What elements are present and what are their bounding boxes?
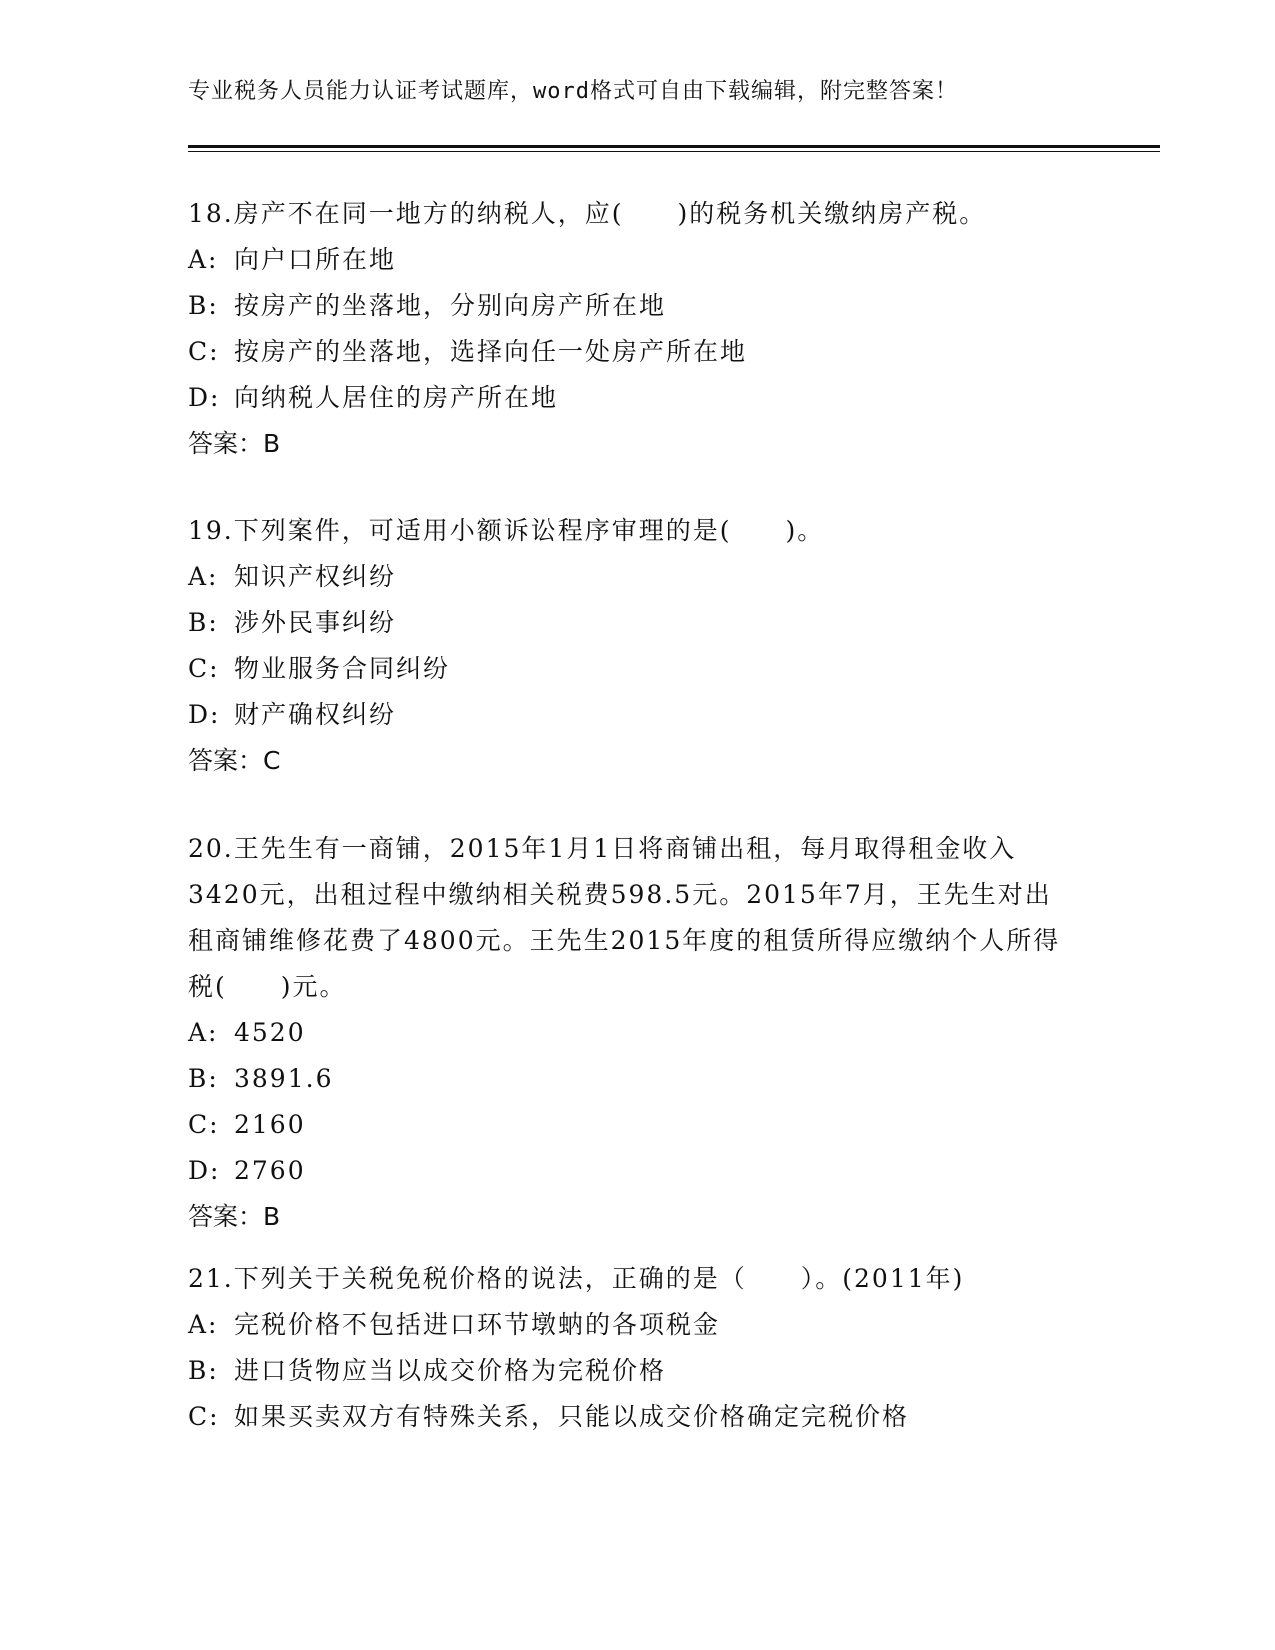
- option-a: [188, 1302, 1088, 1348]
- option-text: 物业服务合同纠纷: [234, 654, 451, 683]
- option-d: [188, 692, 1088, 738]
- question-18: [188, 191, 1088, 467]
- option-text: 如果买卖双方有特殊关系，只能以成交价格确定完税价格: [234, 1402, 910, 1431]
- option-letter: B:: [188, 1064, 219, 1093]
- option-d: [188, 1148, 1068, 1194]
- option-d: [188, 375, 1088, 421]
- option-letter: C:: [188, 654, 220, 683]
- option-c: [188, 646, 1088, 692]
- question-19: [188, 508, 1088, 784]
- option-letter: B:: [188, 1356, 219, 1385]
- option-a: [188, 237, 1088, 283]
- option-b: [188, 1056, 1068, 1102]
- answer-line: 答案：B: [188, 1202, 281, 1231]
- option-letter: D:: [188, 383, 221, 412]
- option-text: 按房产的坐落地，分别向房产所在地: [234, 291, 667, 320]
- option-letter: A:: [188, 1018, 219, 1047]
- option-text: 2160: [234, 1110, 306, 1139]
- option-letter: D:: [188, 700, 221, 729]
- answer-line: 答案：C: [188, 746, 281, 775]
- option-text: 知识产权纠纷: [234, 562, 397, 591]
- option-letter: D:: [188, 1156, 221, 1185]
- option-letter: A:: [188, 245, 219, 274]
- option-text: 4520: [234, 1018, 306, 1047]
- option-text: 2760: [234, 1156, 306, 1185]
- header-divider-thick: [188, 145, 1160, 148]
- option-letter: C:: [188, 1110, 220, 1139]
- option-c: [188, 329, 1088, 375]
- option-text: 涉外民事纠纷: [234, 608, 397, 637]
- option-text: 财产确权纠纷: [234, 700, 397, 729]
- option-c: [188, 1102, 1068, 1148]
- option-letter: C:: [188, 337, 220, 366]
- option-letter: A:: [188, 562, 219, 591]
- page-header: 专业税务人员能力认证考试题库，word格式可自由下载编辑，附完整答案！: [188, 79, 958, 104]
- option-text: 向纳税人居住的房产所在地: [234, 383, 559, 412]
- question-stem: 20.王先生有一商铺，2015年1月1日将商铺出租，每月取得租金收入3420元，出租过程中缴纳相关税费598.5元。2015年7月，王先生对出租商铺维修花费了4800元。王先生2015年度的租赁所得应缴纳个人所得税( )元。: [188, 834, 1061, 1001]
- option-letter: B:: [188, 608, 219, 637]
- option-letter: B:: [188, 291, 219, 320]
- option-b: [188, 600, 1088, 646]
- header-divider-thin: [188, 151, 1160, 152]
- option-a: [188, 554, 1088, 600]
- option-text: 按房产的坐落地，选择向任一处房产所在地: [234, 337, 748, 366]
- question-21: [188, 1256, 1088, 1440]
- option-text: 完税价格不包括进口环节墩蚋的各项税金: [234, 1310, 721, 1339]
- option-a: [188, 1010, 1068, 1056]
- question-20: [188, 826, 1068, 1240]
- option-text: 向户口所在地: [234, 245, 397, 274]
- option-letter: C:: [188, 1402, 220, 1431]
- question-stem: 19.下列案件，可适用小额诉讼程序审理的是( )。: [188, 516, 825, 545]
- option-c: [188, 1394, 1088, 1440]
- option-b: [188, 1348, 1088, 1394]
- question-stem: 18.房产不在同一地方的纳税人，应( )的税务机关缴纳房产税。: [188, 199, 987, 228]
- option-b: [188, 283, 1088, 329]
- option-text: 3891.6: [234, 1064, 334, 1093]
- answer-line: 答案：B: [188, 429, 281, 458]
- option-letter: A:: [188, 1310, 219, 1339]
- question-stem: 21.下列关于关税免税价格的说法，正确的是（ ）。(2011年): [188, 1264, 965, 1293]
- option-text: 进口货物应当以成交价格为完税价格: [234, 1356, 667, 1385]
